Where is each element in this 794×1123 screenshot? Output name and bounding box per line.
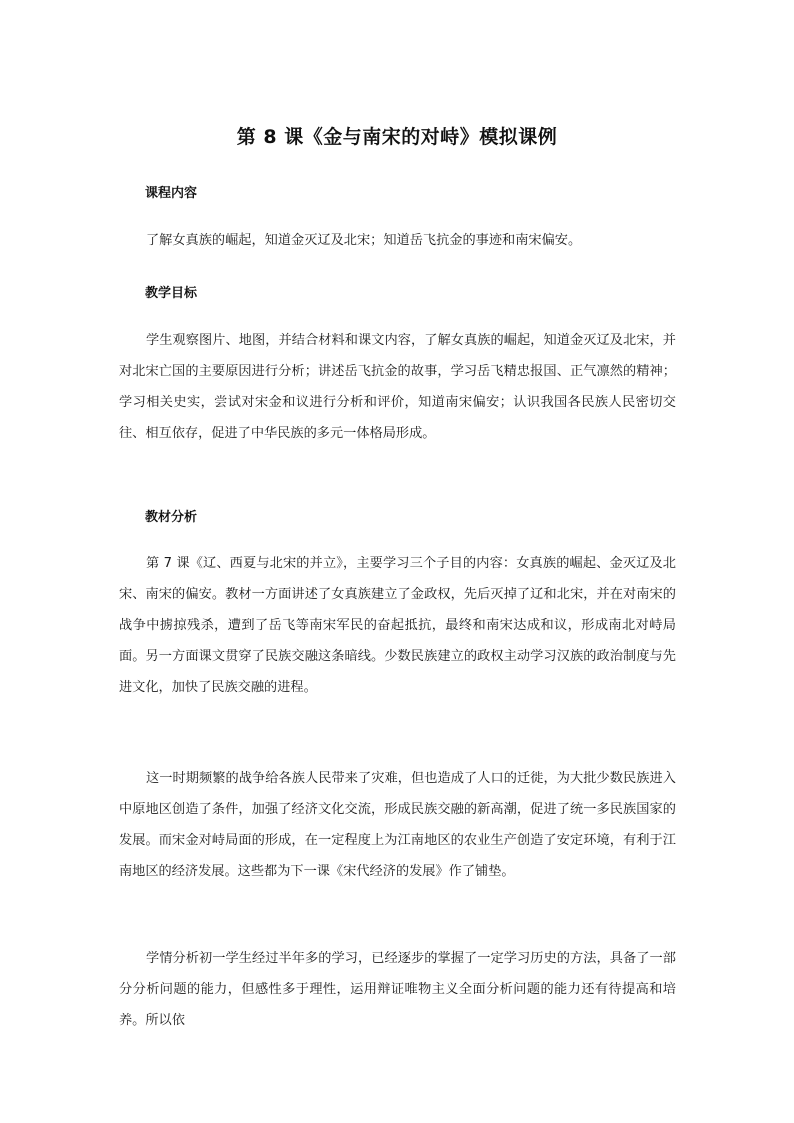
section-heading-content: 课程内容 (145, 186, 198, 201)
section-paragraph-analysis: 第 7 课《辽、西夏与北宋的并立》，主要学习三个子目的内容：女真族的崛起、金灭辽及北宋、南宋的偏安。教材一方面讲述了女真族建立了金政权，先后灭掉了辽和北宋，并在对南宋的战争中掳掠残杀，遭到了岳飞等南宋军民的奋起抵抗，最终和南宋达成和议，形成南北对峙局面。另一方面课文贯穿了民族交融这条暗线。少数民族建立的政权主动学习汉族的政治制度与先进文化，加快了民族交融的进程。 (119, 556, 676, 695)
section-paragraph-student-analysis: 学情分析初一学生经过半年多的学习，已经逐步的掌握了一定学习历史的方法，具备了一部分分析问题的能力，但感性多于理性，运用辩证唯物主义全面分析问题的能力还有待提高和培养。所以依 (119, 951, 676, 1028)
section-heading-goals: 教学目标 (145, 286, 198, 301)
section-paragraph-goals: 学生观察图片、地图，并结合材料和课文内容，了解女真族的崛起，知道金灭辽及北宋，并对北宋亡国的主要原因进行分析；讲述岳飞抗金的故事，学习岳飞精忠报国、正气凛然的精神；学习相关史实，尝试对宋金和议进行分析和评价，知道南宋偏安；认识我国各民族人民密切交往、相互依存，促进了中华民族的多元一体格局形成。 (119, 333, 676, 441)
section-heading-analysis: 教材分析 (145, 510, 198, 525)
section-paragraph-analysis: 这一时期频繁的战争给各族人民带来了灾难，但也造成了人口的迁徙，为大批少数民族进入中原地区创造了条件，加强了经济文化交流，形成民族交融的新高潮，促进了统一多民族国家的发展。而宋金对峙局面的形成，在一定程度上为江南地区的农业生产创造了安定环境，有利于江南地区的经济发展。这些都为下一课《宋代经济的发展》作了铺垫。 (119, 771, 676, 879)
page-title: 第 8 课《金与南宋的对峙》模拟课例 (236, 126, 558, 148)
section-paragraph-content: 了解女真族的崛起，知道金灭辽及北宋；知道岳飞抗金的事迹和南宋偏安。 (146, 233, 582, 248)
